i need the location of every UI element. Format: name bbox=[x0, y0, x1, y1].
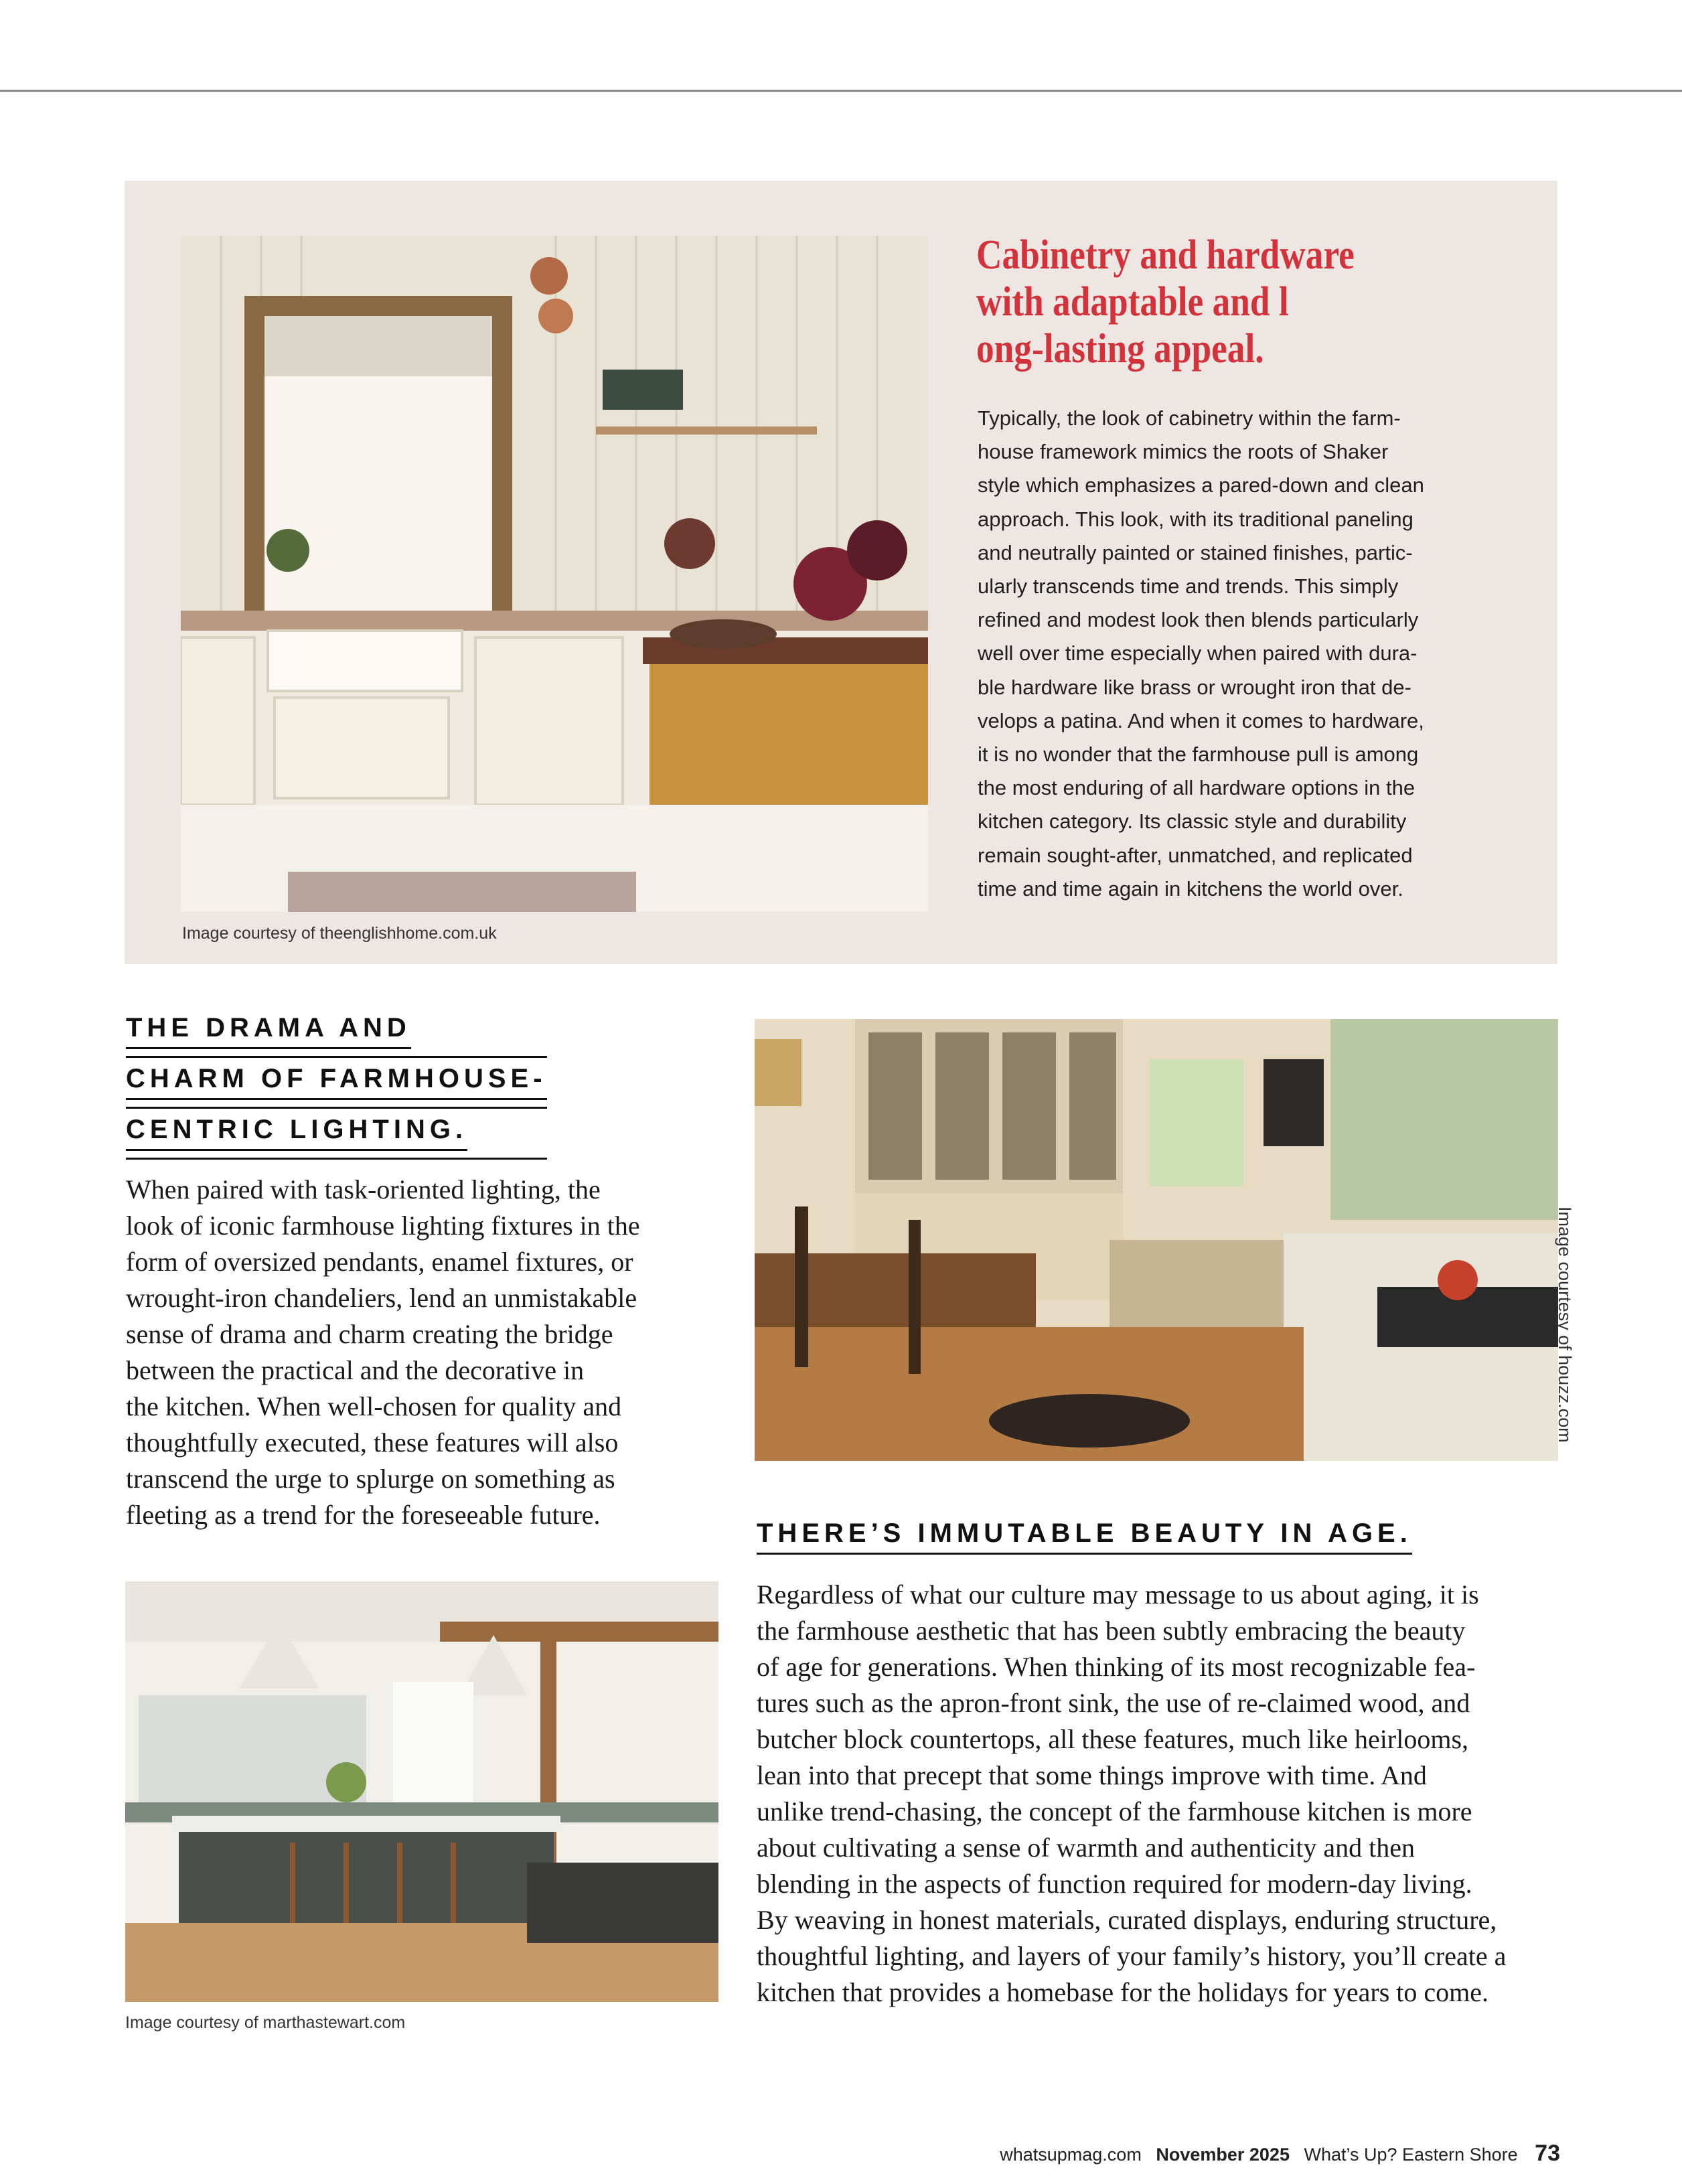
body-line: look of iconic farmhouse lighting fixtures in the bbox=[126, 1211, 640, 1241]
english-kitchen-photo bbox=[181, 236, 928, 912]
body-line: and neutrally painted or stained finishes, partic- bbox=[978, 540, 1413, 564]
body-line: tures such as the apron-front sink, the use of re-claimed wood, and bbox=[757, 1688, 1470, 1718]
heading-line: THE DRAMA AND bbox=[126, 1011, 411, 1049]
body-line: well over time especially when paired with dura- bbox=[978, 641, 1418, 666]
age-body-text bbox=[757, 1577, 1560, 2011]
body-line: style which emphasizes a pared-down and clean bbox=[978, 473, 1424, 497]
body-line: fleeting as a trend for the foreseeable future. bbox=[126, 1500, 601, 1530]
heading-line: CHARM OF FARMHOUSE- bbox=[126, 1062, 547, 1100]
body-line: of age for generations. When thinking of its most recognizable fea- bbox=[757, 1652, 1476, 1682]
body-line: house framework mimics the roots of Shaker bbox=[978, 440, 1389, 464]
body-line: unlike trend-chasing, the concept of the farmhouse kitchen is more bbox=[757, 1796, 1472, 1826]
english-kitchen-caption: Image courtesy of theenglishhome.com.uk bbox=[182, 924, 497, 943]
body-line: ularly transcends time and trends. This simply bbox=[978, 574, 1399, 599]
footer-publication: What’s Up? Eastern Shore bbox=[1304, 2144, 1518, 2165]
footer-site: whatsupmag.com bbox=[1000, 2144, 1142, 2165]
body-line: the most enduring of all hardware options in the bbox=[978, 776, 1416, 800]
callout-body-text bbox=[978, 402, 1507, 906]
body-line: blending in the aspects of function required for modern-day living. bbox=[757, 1869, 1472, 1899]
body-line: between the practical and the decorative in bbox=[126, 1355, 585, 1385]
houzz-caption: Image courtesy of houzz.com bbox=[1555, 1206, 1575, 1443]
body-line: ble hardware like brass or wrought iron that de- bbox=[978, 675, 1411, 699]
body-line: form of oversized pendants, enamel fixtures, or bbox=[126, 1247, 633, 1277]
body-line: Regardless of what our culture may message to us about aging, it is bbox=[757, 1579, 1479, 1610]
callout-heading-line: Cabinetry and hardware bbox=[976, 232, 1355, 278]
body-line: the farmhouse aesthetic that has been subtly embracing the beauty bbox=[757, 1616, 1466, 1646]
body-line: Typically, the look of cabinetry within the farm- bbox=[978, 406, 1401, 430]
body-line: By weaving in honest materials, curated displays, enduring structure, bbox=[757, 1905, 1497, 1935]
body-line: transcend the urge to splurge on something as bbox=[126, 1464, 615, 1494]
page-footer bbox=[1000, 2140, 1560, 2167]
footer-issue: November 2025 bbox=[1156, 2144, 1290, 2165]
callout-heading-line: ong-lasting appeal. bbox=[976, 326, 1264, 372]
body-line: it is no wonder that the farmhouse pull is among bbox=[978, 743, 1419, 767]
body-line: thoughtfully executed, these features will also bbox=[126, 1427, 619, 1458]
body-line: the kitchen. When well-chosen for quality and bbox=[126, 1391, 622, 1421]
callout-heading-line: with adaptable and l bbox=[976, 279, 1289, 325]
marthastewart-caption: Image courtesy of marthastewart.com bbox=[125, 2013, 406, 2032]
heading-line: THERE’S IMMUTABLE BEAUTY IN AGE. bbox=[757, 1516, 1412, 1555]
body-line: time and time again in kitchens the world over. bbox=[978, 876, 1403, 901]
body-line: approach. This look, with its traditional paneling bbox=[978, 507, 1413, 531]
houzz-kitchen-photo bbox=[755, 1019, 1558, 1461]
body-line: about cultivating a sense of warmth and authenticity and then bbox=[757, 1832, 1416, 1863]
lighting-heading bbox=[126, 1011, 547, 1164]
heading-line: CENTRIC LIGHTING. bbox=[126, 1113, 467, 1151]
body-line: kitchen category. Its classic style and durability bbox=[978, 809, 1407, 834]
callout-heading bbox=[976, 232, 1414, 372]
body-line: wrought-iron chandeliers, lend an unmistakable bbox=[126, 1283, 637, 1313]
body-line: kitchen that provides a homebase for the holidays for years to come. bbox=[757, 1977, 1488, 2007]
marthastewart-kitchen-photo bbox=[125, 1581, 718, 2002]
body-line: refined and modest look then blends particularly bbox=[978, 608, 1419, 632]
body-line: remain sought-after, unmatched, and replicated bbox=[978, 843, 1413, 867]
body-line: sense of drama and charm creating the bridge bbox=[126, 1319, 613, 1349]
body-line: velops a patina. And when it comes to hardware, bbox=[978, 708, 1424, 732]
body-line: lean into that precept that some things improve with time. And bbox=[757, 1760, 1427, 1790]
page-number: 73 bbox=[1535, 2140, 1560, 2166]
top-rule bbox=[0, 90, 1682, 92]
age-heading bbox=[757, 1510, 1412, 1559]
lighting-body-text bbox=[126, 1172, 729, 1533]
body-line: When paired with task-oriented lighting, the bbox=[126, 1174, 601, 1204]
body-line: thoughtful lighting, and layers of your family’s history, you’ll create a bbox=[757, 1941, 1507, 1971]
body-line: butcher block countertops, all these features, much like heirlooms, bbox=[757, 1724, 1469, 1754]
